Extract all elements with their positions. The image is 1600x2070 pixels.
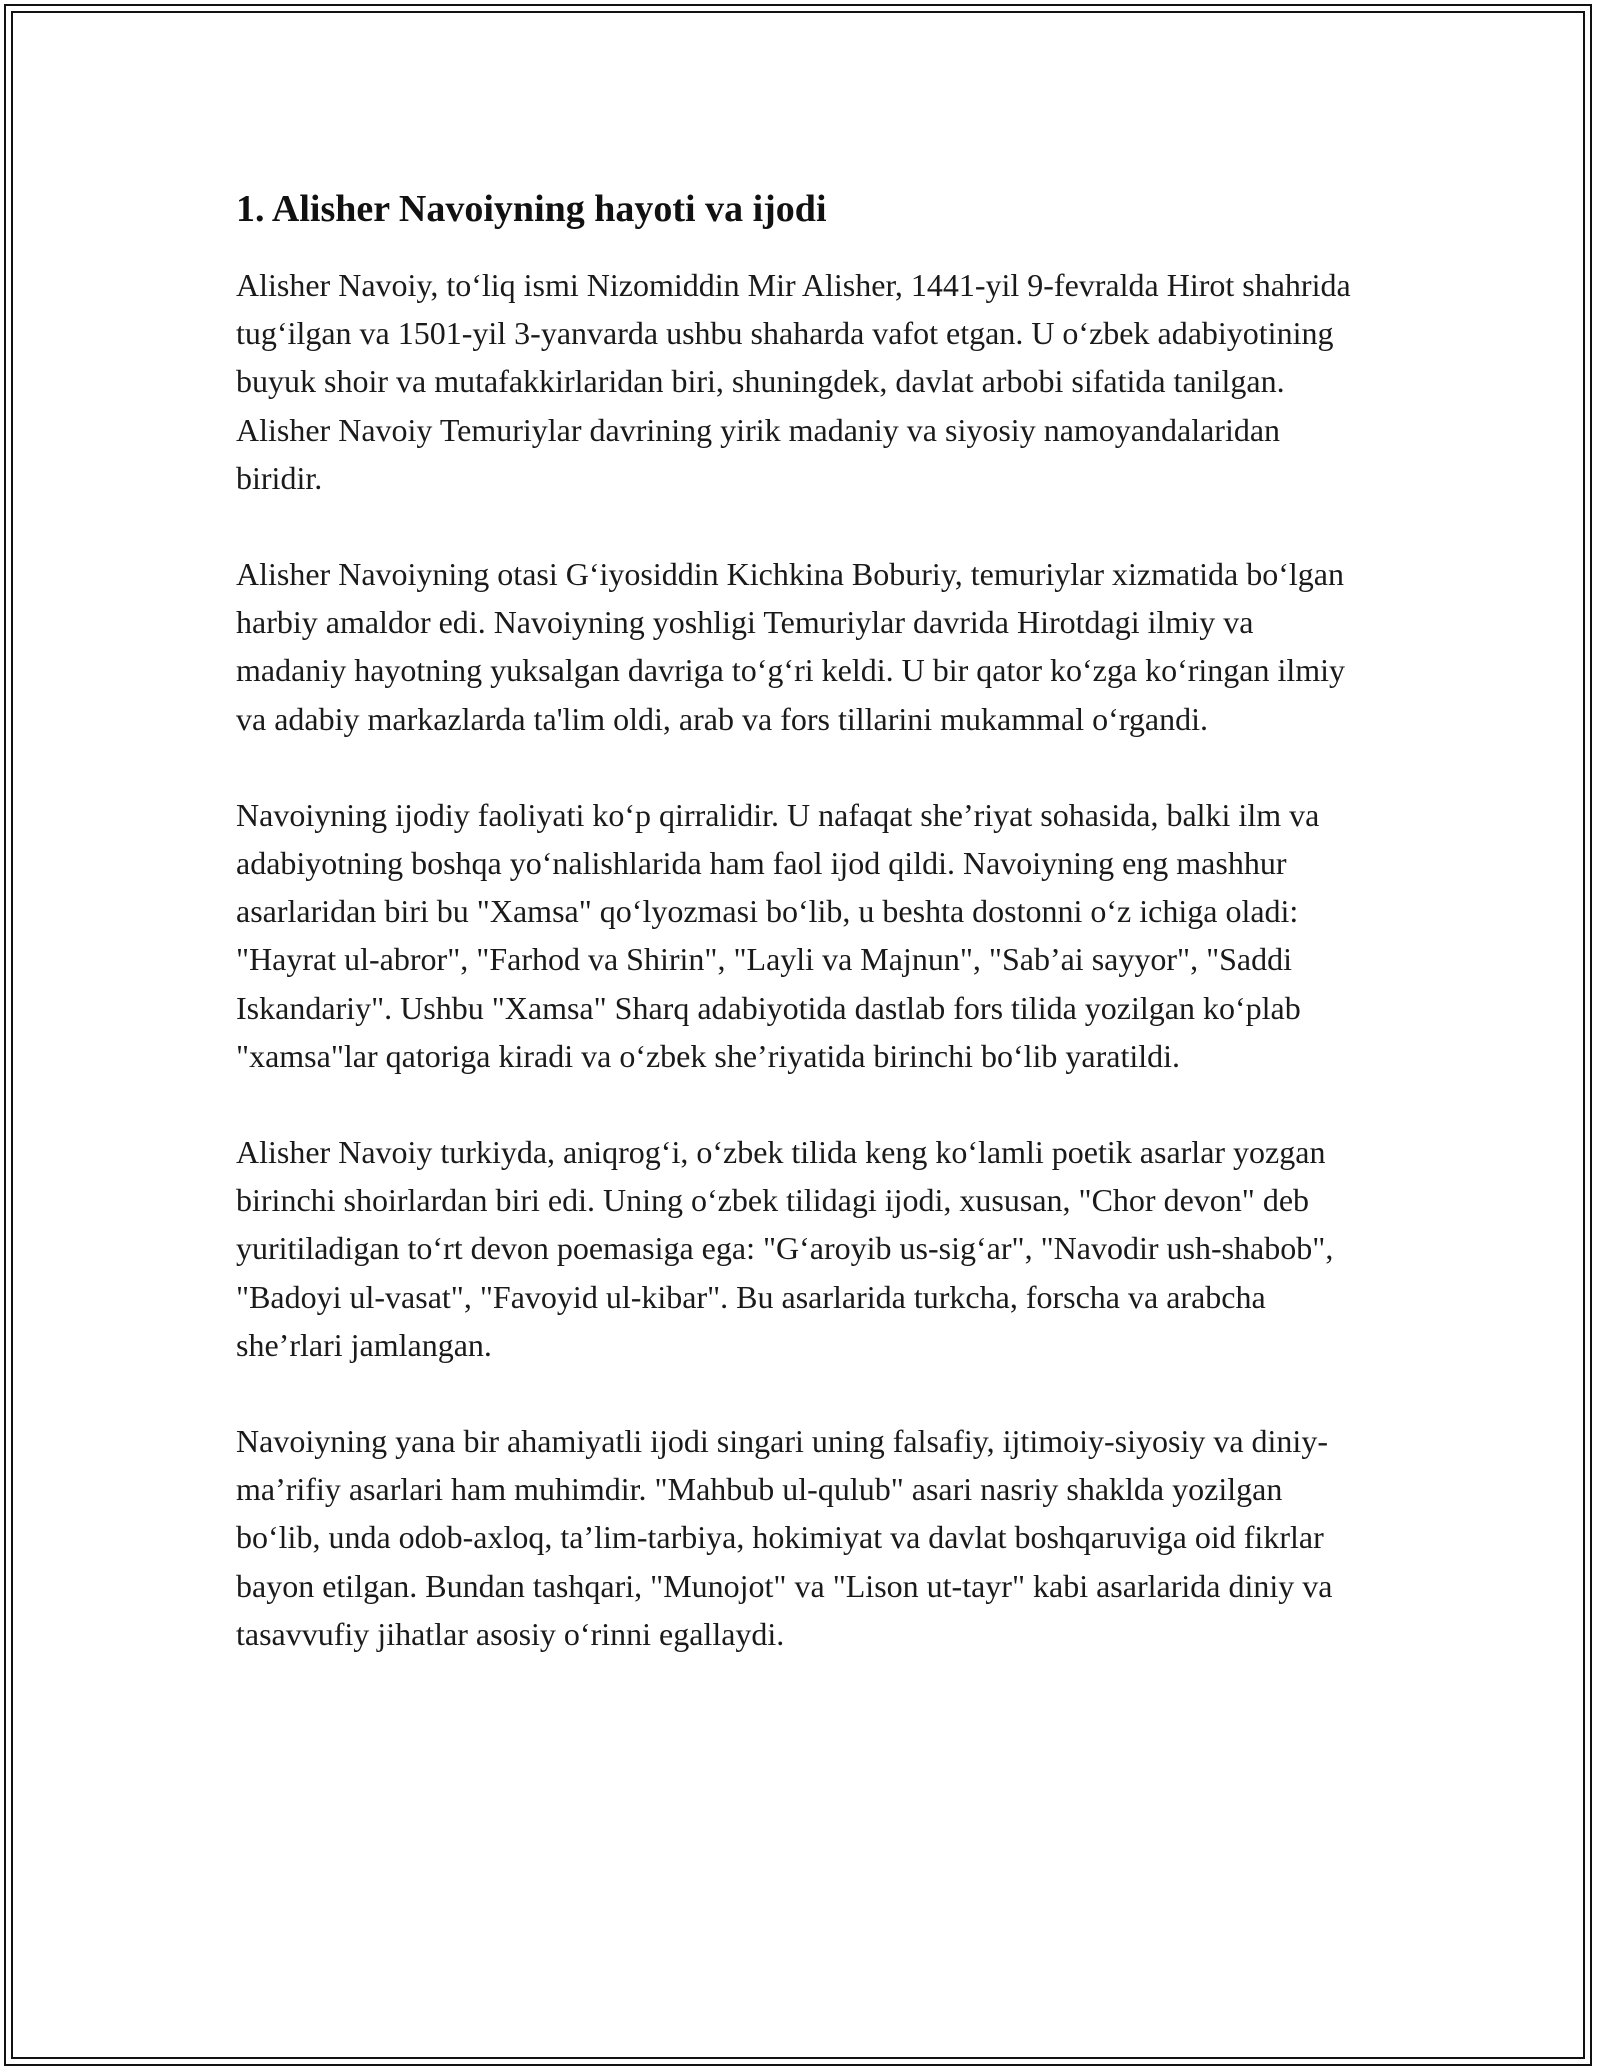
paragraph-5: Navoiyning yana bir ahamiyatli ijodi singari uning falsafiy, ijtimoiy-siyosiy va diniy-ma’rifiy asarlari ham muhimdir. "Mahbub ul-qulub" asari nasriy shaklda yozilgan boʻlib, unda odob-axloq, ta’lim-tarbiya, hokimiyat va davlat boshqaruviga oid fikrlar bayon etilgan. Bundan tashqari, "Munojot" va "Lison ut-tayr" kabi asarlarida diniy va tasavvufiy jihatlar asosiy oʻrinni egallaydi. bbox=[236, 1423, 1333, 1652]
paragraph-2: Alisher Navoiyning otasi Gʻiyosiddin Kichkina Boburiy, temuriylar xizmatida boʻlgan harbiy amaldor edi. Navoiyning yoshligi Temuriylar davrida Hirotdagi ilmiy va madaniy hayotning yuksalgan davriga toʻgʻri keldi. U bir qator koʻzga koʻringan ilmiy va adabiy markazlarda ta'lim oldi, arab va fors tillarini mukammal oʻrgandi. bbox=[236, 556, 1346, 737]
paragraph-3: Navoiyning ijodiy faoliyati koʻp qirralidir. U nafaqat she’riyat sohasida, balki ilm va adabiyotning boshqa yoʻnalishlarida ham faol ijod qildi. Navoiyning eng mashhur asarlaridan biri bu "Xamsa" qoʻlyozmasi boʻlib, u beshta dostonni oʻz ichiga oladi: "Hayrat ul-abror", "Farhod va Shirin", "Layli va Majnun", "Sab’ai sayyor", "Saddi Iskandariy". Ushbu "Xamsa" Sharq adabiyotida dastlab fors tilida yozilgan koʻplab "xamsa"lar qatoriga kiradi va oʻzbek she’riyatida birinchi boʻlib yaratildi. bbox=[236, 796, 1320, 1074]
document-body bbox=[236, 185, 1366, 1706]
section-heading: 1. Alisher Navoiyning hayoti va ijodi bbox=[236, 188, 827, 230]
paragraph-1: Alisher Navoiy, toʻliq ismi Nizomiddin Mir Alisher, 1441-yil 9-fevralda Hirot shahrida tugʻilgan va 1501-yil 3-yanvarda ushbu shaharda vafot etgan. U oʻzbek adabiyotining buyuk shoir va mutafakkirlaridan biri, shuningdek, davlat arbobi sifatida tanilgan. Alisher Navoiy Temuriylar davrining yirik madaniy va siyosiy namoyandalaridan biridir. bbox=[236, 267, 1351, 496]
paragraph-4: Alisher Navoiy turkiyda, aniqrogʻi, oʻzbek tilida keng koʻlamli poetik asarlar yozgan birinchi shoirlardan biri edi. Uning oʻzbek tilidagi ijodi, xususan, "Chor devon" deb yuritiladigan toʻrt devon poemasiga ega: "Gʻaroyib us-sigʻar", "Navodir ush-shabob", "Badoyi ul-vasat", "Favoyid ul-kibar". Bu asarlarida turkcha, forscha va arabcha she’rlari jamlangan. bbox=[236, 1134, 1334, 1363]
